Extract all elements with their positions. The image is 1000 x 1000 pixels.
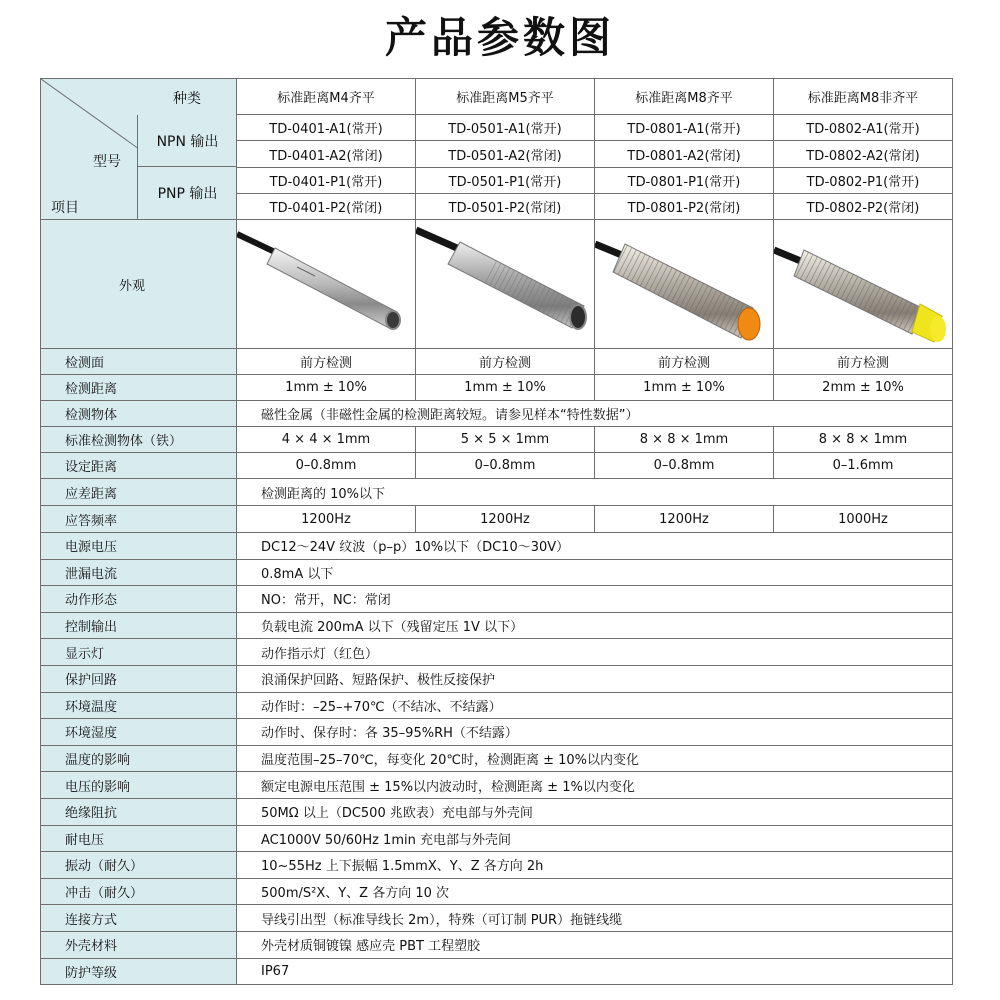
spec-row <box>41 878 953 905</box>
spec-row <box>41 692 953 719</box>
spec-row <box>41 852 953 879</box>
row-label: 电压的影响 <box>41 772 237 799</box>
model-cell: TD-0401-A2(常闭) <box>237 141 416 167</box>
col-header-1: 标准距离M4齐平 <box>237 79 416 115</box>
row-label: 连接方式 <box>41 905 237 932</box>
model-cell: TD-0401-A1(常开) <box>237 115 416 141</box>
cell-value: 0–0.8mm <box>595 453 774 479</box>
model-cell: TD-0501-P2(常闭) <box>416 193 595 219</box>
sensor-image-m5 <box>416 220 595 349</box>
spec-row <box>41 745 953 772</box>
cell-value: 10~55Hz 上下振幅 1.5mmX、Y、Z 各方向 2h <box>237 852 953 879</box>
row-label: 检测面 <box>41 349 237 375</box>
row-label: 温度的影响 <box>41 745 237 772</box>
spec-row <box>41 958 953 985</box>
row-label: 检测物体 <box>41 401 237 427</box>
corner-kind: 种类 <box>173 91 201 107</box>
row-label: 动作形态 <box>41 586 237 613</box>
cell-value: 动作时：–25–+70℃（不结冰、不结露） <box>237 692 953 719</box>
corner-item: 项目 <box>51 200 79 216</box>
row-label: 外观 <box>41 220 237 349</box>
sensor-image-m8 <box>595 220 774 349</box>
cell-value: 1mm ± 10% <box>595 375 774 401</box>
cell-value: 1000Hz <box>774 506 953 533</box>
model-cell: TD-0401-P2(常闭) <box>237 193 416 219</box>
model-cell: TD-0802-P1(常开) <box>774 167 953 193</box>
row-label: 电源电压 <box>41 533 237 560</box>
output-type-block <box>137 115 236 219</box>
row-label: 冲击（耐久） <box>41 878 237 905</box>
cell-value: 浪涌保护回路、短路保护、极性反接保护 <box>237 665 953 692</box>
cell-value: 2mm ± 10% <box>774 375 953 401</box>
cell-value: 0–0.8mm <box>416 453 595 479</box>
cell-value: 前方检测 <box>774 349 953 375</box>
spec-row <box>41 772 953 799</box>
sensor-image-m4 <box>237 220 416 349</box>
cell-value: 500m/S²X、Y、Z 各方向 10 次 <box>237 878 953 905</box>
spec-row <box>41 586 953 613</box>
cell-value: 1200Hz <box>237 506 416 533</box>
spec-row <box>41 798 953 825</box>
cell-value: 1mm ± 10% <box>237 375 416 401</box>
row-label: 泄漏电流 <box>41 559 237 586</box>
cell-value: 额定电源电压范围 ± 15%以内波动时，检测距离 ± 1%以内变化 <box>237 772 953 799</box>
spec-row <box>41 559 953 586</box>
appearance-row <box>41 220 953 349</box>
col-header-3: 标准距离M8齐平 <box>595 79 774 115</box>
spec-row <box>41 719 953 746</box>
cell-value: 8 × 8 × 1mm <box>774 427 953 453</box>
model-cell: TD-0802-P2(常闭) <box>774 193 953 219</box>
cell-value: 0.8mA 以下 <box>237 559 953 586</box>
pnp-label: PNP 输出 <box>157 186 218 202</box>
model-cell: TD-0801-A1(常开) <box>595 115 774 141</box>
header-row <box>41 79 953 115</box>
spec-row <box>41 375 953 401</box>
spec-row <box>41 905 953 932</box>
cell-value: 8 × 8 × 1mm <box>595 427 774 453</box>
spec-row <box>41 479 953 506</box>
model-cell: TD-0801-P1(常开) <box>595 167 774 193</box>
cell-value: 动作时、保存时：各 35–95%RH（不结露） <box>237 719 953 746</box>
model-cell: TD-0501-A1(常开) <box>416 115 595 141</box>
page-title: 产品参数图 <box>384 13 615 62</box>
cell-value: NO：常开，NC：常闭 <box>237 586 953 613</box>
row-label: 保护回路 <box>41 665 237 692</box>
sensor-image-m8-nonflush <box>774 220 953 349</box>
row-label: 环境湿度 <box>41 719 237 746</box>
model-cell: TD-0801-P2(常闭) <box>595 193 774 219</box>
row-label: 应差距离 <box>41 479 237 506</box>
model-cell: TD-0802-A1(常开) <box>774 115 953 141</box>
cell-value: 0–1.6mm <box>774 453 953 479</box>
cell-value: 磁性金属（非磁性金属的检测距离较短。请参见样本“特性数据”） <box>237 401 953 427</box>
corner-model: 型号 <box>93 154 121 170</box>
model-cell: TD-0501-P1(常开) <box>416 167 595 193</box>
cell-value: 检测距离的 10%以下 <box>237 479 953 506</box>
row-label: 应答频率 <box>41 506 237 533</box>
model-cell: TD-0801-A2(常闭) <box>595 141 774 167</box>
cell-value: 外壳材质铜镀镍 感应壳 PBT 工程塑胶 <box>237 931 953 958</box>
cell-value: 1200Hz <box>595 506 774 533</box>
row-label: 耐电压 <box>41 825 237 852</box>
cell-value: IP67 <box>237 958 953 985</box>
spec-row <box>41 506 953 533</box>
cell-value: 温度范围–25–70℃，每变化 20℃时，检测距离 ± 10%以内变化 <box>237 745 953 772</box>
cell-value: AC1000V 50/60Hz 1min 充电部与外壳间 <box>237 825 953 852</box>
row-label: 绝缘阻抗 <box>41 798 237 825</box>
npn-label: NPN 输出 <box>138 115 237 167</box>
model-cell: TD-0401-P1(常开) <box>237 167 416 193</box>
cell-value: 4 × 4 × 1mm <box>237 427 416 453</box>
cell-value: 前方检测 <box>416 349 595 375</box>
row-label: 控制输出 <box>41 612 237 639</box>
row-label: 标准检测物体（铁） <box>41 427 237 453</box>
spec-row <box>41 639 953 666</box>
cell-value: 导线引出型（标准导线长 2m），特殊（可订制 PUR）拖链线缆 <box>237 905 953 932</box>
cell-value: 负载电流 200mA 以下（残留定压 1V 以下） <box>237 612 953 639</box>
spec-row <box>41 931 953 958</box>
cell-value: 5 × 5 × 1mm <box>416 427 595 453</box>
cell-value: 前方检测 <box>595 349 774 375</box>
cell-value: 动作指示灯（红色） <box>237 639 953 666</box>
row-label: 防护等级 <box>41 958 237 985</box>
cell-value: 1200Hz <box>416 506 595 533</box>
col-header-2: 标准距离M5齐平 <box>416 79 595 115</box>
cell-value: 50MΩ 以上（DC500 兆欧表）充电部与外壳间 <box>237 798 953 825</box>
spec-row <box>41 401 953 427</box>
spec-row <box>41 825 953 852</box>
model-cell: TD-0501-A2(常闭) <box>416 141 595 167</box>
row-label: 振动（耐久） <box>41 852 237 879</box>
row-label: 环境温度 <box>41 692 237 719</box>
cell-value: 0–0.8mm <box>237 453 416 479</box>
col-header-4: 标准距离M8非齐平 <box>774 79 953 115</box>
model-cell: TD-0802-A2(常闭) <box>774 141 953 167</box>
cell-value: DC12～24V 纹波（p–p）10%以下（DC10～30V） <box>237 533 953 560</box>
spec-row <box>41 612 953 639</box>
row-label: 显示灯 <box>41 639 237 666</box>
row-label: 设定距离 <box>41 453 237 479</box>
spec-row <box>41 665 953 692</box>
row-label: 外壳材料 <box>41 931 237 958</box>
cell-value: 前方检测 <box>237 349 416 375</box>
row-label: 检测距离 <box>41 375 237 401</box>
cell-value: 1mm ± 10% <box>416 375 595 401</box>
spec-row <box>41 427 953 453</box>
spec-row <box>41 533 953 560</box>
spec-row <box>41 349 953 375</box>
spec-row <box>41 453 953 479</box>
